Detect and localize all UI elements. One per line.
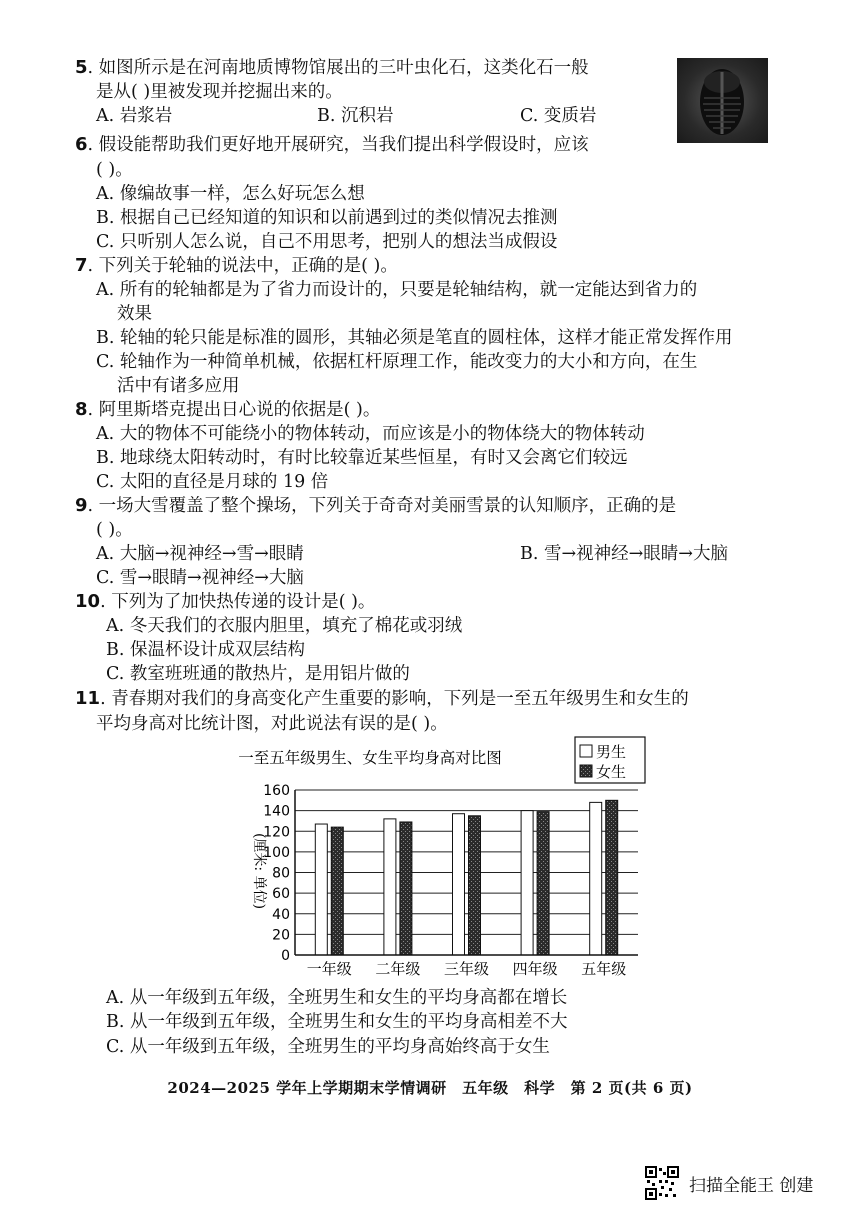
question-number: 8 [75, 399, 88, 420]
question-9-line-2: ( )。 [96, 520, 133, 540]
question-10-option-b: B. 保温杯设计成双层结构 [106, 640, 305, 660]
x-tick-label: 四年级 [512, 960, 558, 978]
qr-code-icon [645, 1166, 679, 1200]
question-number: 10 [75, 591, 101, 612]
question-10-line-1: 10. 下列为了加快热传递的设计是( )。 [75, 591, 376, 612]
chart-title: 一至五年级男生、女生平均身高对比图 [238, 749, 502, 767]
x-tick-label: 一年级 [306, 960, 352, 978]
bar-boys-4 [521, 811, 533, 955]
y-tick-label: 20 [272, 927, 290, 944]
bar-girls-4 [537, 812, 549, 955]
question-number: 7 [75, 255, 88, 276]
question-10-option-c: C. 教室班班通的散热片，是用铝片做的 [106, 664, 410, 684]
y-tick-label: 0 [281, 948, 290, 964]
question-7-option-a-cont: 效果 [117, 304, 152, 324]
question-number: 5 [75, 57, 88, 78]
question-7-option-b: B. 轮轴的轮只能是标准的圆形，其轴必须是笔直的圆柱体，这样才能正常发挥作用 [96, 328, 733, 348]
question-9-option-b: B. 雪→视神经→眼睛→大脑 [520, 544, 728, 564]
question-number: 6 [75, 134, 88, 155]
question-7-option-c-cont: 活中有诸多应用 [117, 376, 240, 396]
bar-boys-3 [453, 814, 465, 955]
legend-swatch-boys [580, 745, 592, 757]
question-7-line-1: 7. 下列关于轮轴的说法中，正确的是( )。 [75, 255, 398, 276]
question-11-option-b: B. 从一年级到五年级，全班男生和女生的平均身高相差不大 [106, 1012, 568, 1032]
question-11-option-c: C. 从一年级到五年级，全班男生的平均身高始终高于女生 [106, 1037, 550, 1057]
bar-girls-2 [400, 822, 412, 955]
page-footer: 2024—2025 学年上学期期末学情调研 五年级 科学 第 2 页(共 6 页) [167, 1079, 693, 1097]
question-number: 11 [75, 688, 101, 709]
question-7-option-a: A. 所有的轮轴都是为了省力而设计的，只要是轮轴结构，就一定能达到省力的 [96, 280, 698, 300]
question-6-line-1: 6. 假设能帮助我们更好地开展研究，当我们提出科学假设时，应该 [75, 134, 589, 155]
question-11-option-a: A. 从一年级到五年级，全班男生和女生的平均身高都在增长 [106, 988, 568, 1008]
question-number: 9 [75, 495, 88, 516]
legend-label-girls: 女生 [596, 763, 627, 781]
question-6-option-c: C. 只听别人怎么说，自己不用思考，把别人的想法当成假设 [96, 232, 558, 252]
bar-girls-5 [606, 800, 618, 955]
question-6-option-b: B. 根据自己已经知道的知识和以前遇到过的类似情况去推测 [96, 208, 558, 228]
question-6-option-a: A. 像编故事一样，怎么好玩怎么想 [96, 184, 365, 204]
bar-girls-3 [469, 816, 481, 955]
height-comparison-chart [235, 733, 655, 985]
scanner-watermark [645, 1165, 813, 1201]
y-axis-label: (厘米: 单位) [251, 832, 267, 910]
question-5-option-a: A. 岩浆岩 [96, 106, 173, 126]
question-5-option-b: B. 沉积岩 [317, 106, 394, 126]
y-tick-label: 140 [263, 803, 290, 820]
y-tick-label: 40 [272, 906, 290, 923]
question-8-option-b: B. 地球绕太阳转动时，有时比较靠近某些恒星，有时又会离它们较远 [96, 448, 628, 468]
question-8-option-c: C. 太阳的直径是月球的 19 倍 [96, 472, 329, 492]
bar-girls-1 [331, 827, 343, 955]
x-tick-label: 三年级 [443, 960, 490, 978]
question-9-option-c: C. 雪→眼睛→视神经→大脑 [96, 568, 304, 588]
y-tick-label: 120 [263, 824, 290, 841]
chart-legend [575, 737, 645, 783]
question-7-option-c: C. 轮轴作为一种简单机械，依据杠杆原理工作，能改变力的大小和方向，在生 [96, 352, 698, 372]
legend-label-boys: 男生 [596, 743, 627, 761]
chart-svg [235, 733, 655, 985]
y-tick-label: 80 [272, 865, 290, 882]
question-8-line-1: 8. 阿里斯塔克提出日心说的依据是( )。 [75, 399, 381, 420]
y-tick-label: 60 [272, 886, 290, 903]
question-11-line-1: 11. 青春期对我们的身高变化产生重要的影响，下列是一至五年级男生和女生的 [75, 688, 689, 709]
question-11-line-2: 平均身高对比统计图，对此说法有误的是( )。 [96, 714, 448, 734]
question-6-line-2: ( )。 [96, 160, 133, 180]
question-8-option-a: A. 大的物体不可能绕小的物体转动，而应该是小的物体绕大的物体转动 [96, 424, 645, 444]
trilobite-fossil-image [677, 58, 768, 143]
question-5-option-c: C. 变质岩 [520, 106, 597, 126]
bar-boys-5 [590, 802, 602, 955]
question-10-option-a: A. 冬天我们的衣服内胆里，填充了棉花或羽绒 [106, 616, 463, 636]
x-tick-label: 二年级 [375, 960, 421, 978]
question-9-line-1: 9. 一场大雪覆盖了整个操场，下列关于奇奇对美丽雪景的认知顺序，正确的是 [75, 495, 677, 516]
scanner-watermark-text: 扫描全能王 创建 [689, 1175, 814, 1196]
y-tick-label: 100 [263, 844, 290, 861]
bar-boys-1 [315, 824, 327, 955]
legend-swatch-girls [580, 765, 592, 777]
y-tick-label: 160 [263, 783, 290, 799]
question-5-line-1: 5. 如图所示是在河南地质博物馆展出的三叶虫化石，这类化石一般 [75, 57, 589, 78]
x-tick-label: 五年级 [581, 960, 627, 978]
question-9-option-a: A. 大脑→视神经→雪→眼睛 [96, 544, 304, 564]
bar-boys-2 [384, 819, 396, 955]
question-5-line-2: 是从( )里被发现并挖掘出来的。 [96, 82, 343, 102]
